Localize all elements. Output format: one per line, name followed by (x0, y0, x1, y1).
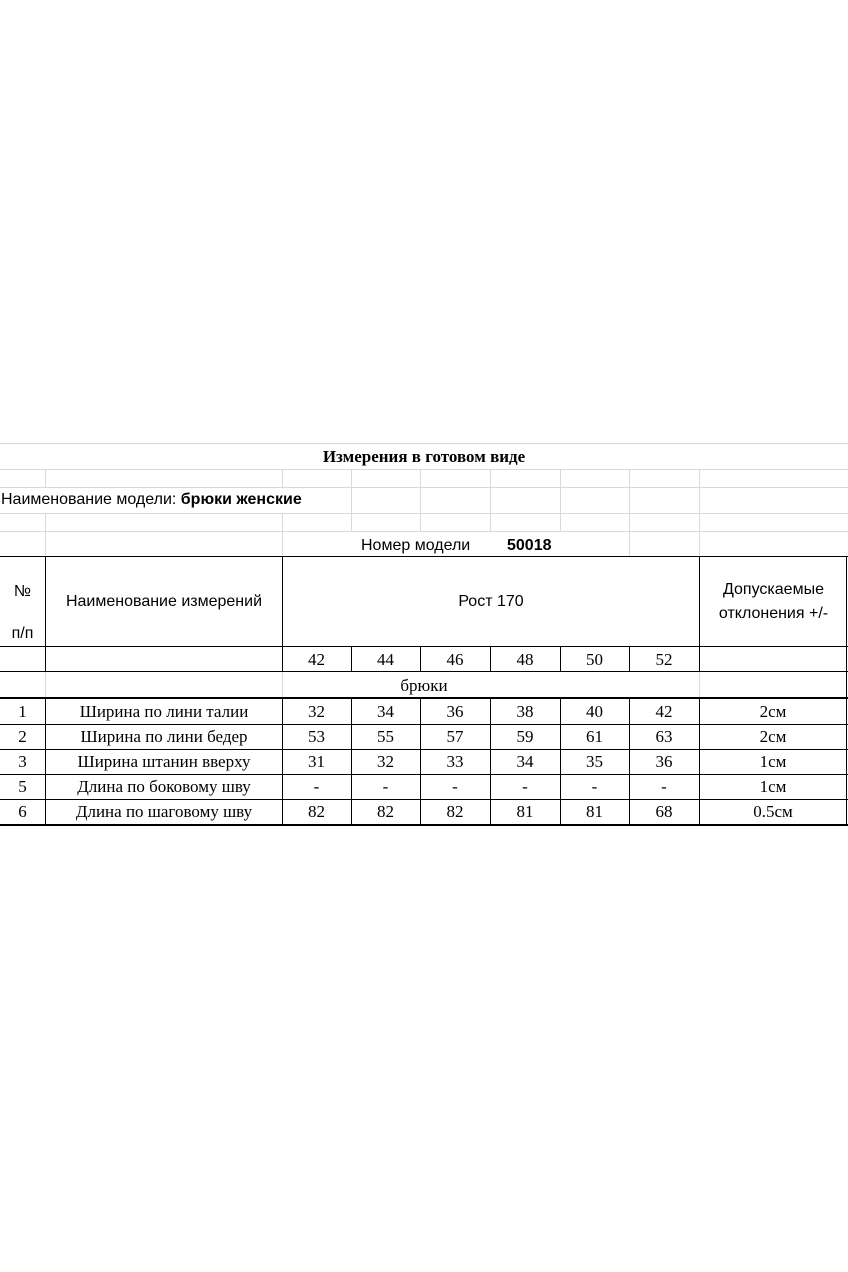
model-name-label: Наименование модели: (1, 491, 177, 508)
row-value: 55 (377, 727, 394, 746)
size-cell: 52 (655, 650, 673, 669)
size-cell: 48 (516, 650, 534, 669)
section-label: брюки (400, 676, 448, 695)
header-num-abbrev: п/п (11, 625, 34, 642)
row-value: 82 (446, 802, 464, 821)
row-value: 81 (516, 802, 534, 821)
header-num-symbol: № (13, 583, 32, 600)
row-value: 38 (516, 702, 534, 721)
header-height: Рост 170 (458, 593, 524, 610)
row-value: 33 (446, 752, 464, 771)
row-value: 61 (586, 727, 603, 746)
model-name-value: брюки женские (180, 491, 302, 508)
row-value: 32 (308, 702, 325, 721)
row-value: 68 (655, 802, 673, 821)
sheet-title: Измерения в готовом виде (322, 447, 526, 466)
row-value: 53 (308, 727, 325, 746)
size-cell: 44 (377, 650, 394, 669)
row-value: - (661, 777, 667, 796)
row-value: 36 (655, 752, 673, 771)
row-number: 2 (18, 727, 27, 746)
row-value: 81 (586, 802, 603, 821)
row-value: 35 (586, 752, 603, 771)
row-number: 5 (18, 777, 27, 796)
row-value: - (382, 777, 389, 796)
row-tolerance: 1см (759, 777, 787, 796)
row-value: 42 (655, 702, 673, 721)
header-tolerance-line2: отклонения +/- (718, 605, 829, 622)
row-number: 1 (18, 702, 27, 721)
row-measurement-name: Длина по шаговому шву (75, 802, 253, 821)
size-cell: 46 (446, 650, 464, 669)
row-value: - (591, 777, 598, 796)
size-cell: 42 (308, 650, 325, 669)
row-value: 57 (446, 727, 464, 746)
model-number-value: 50018 (507, 537, 552, 554)
row-value: 31 (308, 752, 325, 771)
header-measurement-name: Наименование измерений (65, 593, 263, 610)
row-number: 6 (18, 802, 27, 821)
row-tolerance: 2см (759, 702, 787, 721)
row-value: 82 (308, 802, 325, 821)
row-value: - (522, 777, 528, 796)
size-cell: 50 (586, 650, 603, 669)
row-measurement-name: Ширина штанин вверху (77, 752, 251, 771)
row-value: - (452, 777, 458, 796)
row-value: 40 (586, 702, 603, 721)
row-measurement-name: Ширина по лини бедер (80, 727, 248, 746)
row-number: 3 (18, 752, 27, 771)
row-value: 59 (516, 727, 534, 746)
row-value: 36 (446, 702, 464, 721)
row-value: 63 (655, 727, 673, 746)
model-name-line (1, 490, 302, 510)
row-value: 34 (516, 752, 534, 771)
model-number-label: Номер модели (361, 537, 471, 554)
header-tolerance-line1: Допускаемые (723, 581, 824, 598)
row-value: 34 (377, 702, 394, 721)
row-measurement-name: Длина по боковому шву (77, 777, 251, 796)
row-value: 32 (377, 752, 394, 771)
row-value: 82 (377, 802, 394, 821)
row-tolerance: 2см (759, 727, 787, 746)
row-tolerance: 0.5см (753, 802, 793, 821)
row-tolerance: 1см (759, 752, 787, 771)
row-value: - (313, 777, 320, 796)
row-measurement-name: Ширина по лини талии (79, 702, 249, 721)
